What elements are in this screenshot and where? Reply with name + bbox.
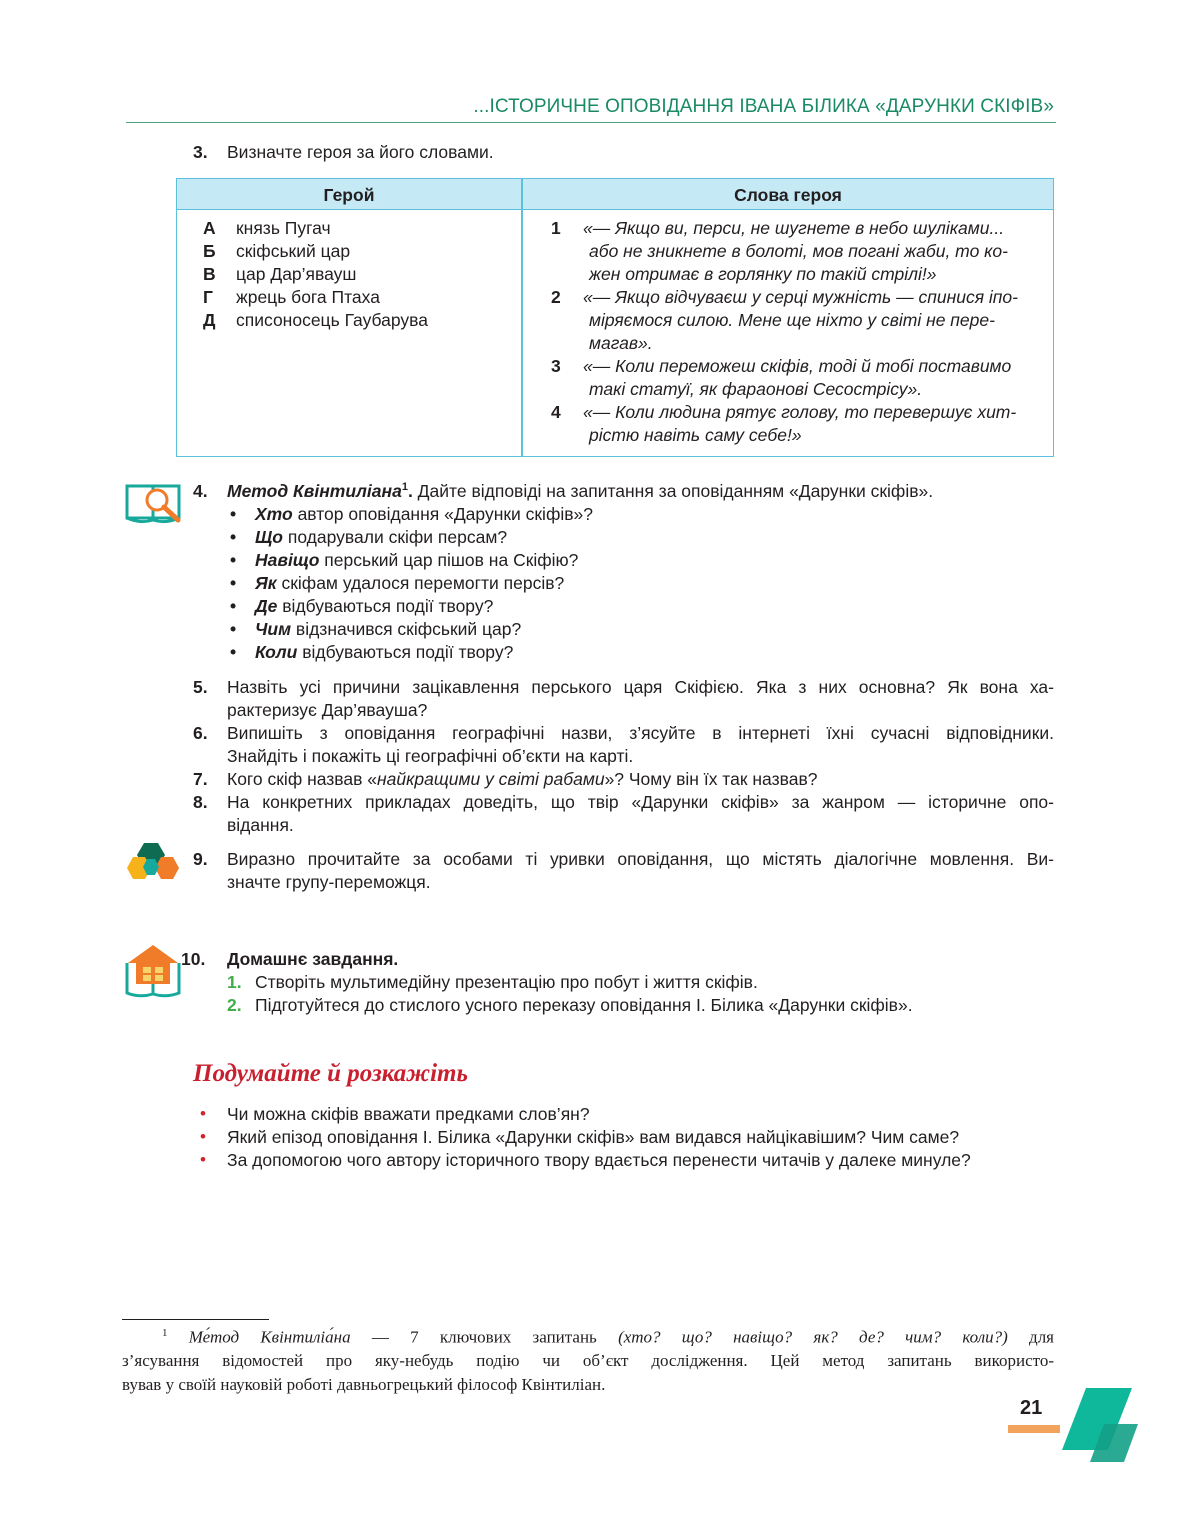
header-rule (126, 122, 1056, 123)
section-title: Подумайте й розкажіть (193, 1060, 468, 1087)
quote-number: 1 (551, 218, 561, 238)
hero-letter: Б (203, 241, 216, 261)
task-6-number: 6. (193, 723, 208, 743)
quote-line: рістю навіть саму себе!» (589, 425, 802, 445)
hero-name: цар Дар’явауш (236, 264, 357, 284)
task-4-number: 4. (193, 481, 208, 501)
home-book-icon (124, 943, 186, 999)
page-number: 21 (1020, 1397, 1043, 1419)
quote-line: «— Коли людина рятує голову, то перевершує хит- (583, 402, 1017, 422)
list-bullet: • (230, 642, 237, 662)
hero-letter: Г (203, 287, 213, 307)
task-5-number: 5. (193, 677, 208, 697)
task-6-line: Знайдіть і покажіть ці географічні об’єкти на карті. (227, 746, 634, 766)
quote-line: жен отримає в горлянку по такій стрілі!» (589, 264, 937, 284)
table-header-hero: Герой (323, 185, 375, 205)
task-4-method: Метод Квінтиліана (227, 481, 402, 501)
list-item: Чим відзначився скіфський цар? (255, 619, 522, 639)
quote-line: або не зникнете в болоті, мов погані жаби, то ко- (589, 241, 1008, 261)
quote-line: «— Якщо відчуваєш у серці мужність — спинися іпо- (583, 287, 1018, 307)
footnote-line: з’ясування відомостей про яку-небудь подію чи об’єкт дослідження. Цей метод запитань використо- (122, 1351, 1054, 1370)
list-bullet: • (230, 527, 237, 547)
task-3-number: 3. (193, 142, 208, 162)
task-7-text: Кого скіф назвав «найкращими у світі рабами»? Чому він їх так назвав? (227, 769, 818, 789)
table-header-words: Слова героя (734, 185, 842, 205)
task-9-line: Виразно прочитайте за особами ті уривки оповідання, що містять діалогічне мовлення. Ви- (227, 849, 1054, 869)
hero-letter: А (203, 218, 216, 238)
list-bullet: • (230, 596, 237, 616)
footnote-ref: 1 (401, 481, 408, 494)
hero-name: князь Пугач (236, 218, 331, 238)
table-divider (521, 179, 523, 456)
list-bullet: • (200, 1104, 206, 1123)
heroes-table (176, 178, 1054, 457)
quote-number: 2 (551, 287, 561, 307)
task-5-line: Назвіть усі причини зацікавлення перського царя Скіфією. Яка з них основна? Як вона ха- (227, 677, 1054, 697)
homework-number: 2. (227, 995, 242, 1015)
hero-name: скіфський цар (236, 241, 351, 261)
discussion-item: Який епізод оповідання І. Білика «Дарунки скіфів» вам видався найцікавішим? Чим саме? (227, 1127, 960, 1147)
list-item: Навіщо перський цар пішов на Скіфію? (255, 550, 579, 570)
hero-letter: В (203, 264, 216, 284)
task-6-line: Випишіть з оповідання географічні назви, з’ясуйте в інтернеті їхні сучасні відповідники. (227, 723, 1054, 743)
task-4-dot: . (407, 481, 413, 501)
quote-line: «— Коли переможеш скіфів, тоді й тобі поставимо (583, 356, 1012, 376)
list-bullet: • (200, 1127, 206, 1146)
book-magnifier-icon (124, 478, 186, 526)
discussion-item: Чи можна скіфів вважати предками слов’ян? (227, 1104, 590, 1124)
list-item: Як скіфам удалося перемогти персів? (255, 573, 565, 593)
homework-number: 1. (227, 972, 242, 992)
task-10-title: Домашнє завдання. (227, 949, 399, 969)
list-item: Хто автор оповідання «Дарунки скіфів»? (255, 504, 593, 524)
task-7-number: 7. (193, 769, 208, 789)
hero-name: жрець бога Птаха (236, 287, 380, 307)
list-bullet: • (230, 619, 237, 639)
homework-item: Створіть мультимедійну презентацію про побут і життя скіфів. (255, 972, 758, 992)
footnote-rule (122, 1319, 269, 1320)
task-5-line: рактеризує Дар’явауша? (227, 700, 428, 720)
list-item: Де відбуваються події твору? (255, 596, 494, 616)
task-3-text: Визначте героя за його словами. (227, 142, 494, 162)
list-item: Що подарували скіфи персам? (255, 527, 508, 547)
discussion-item: За допомогою чого автору історичного твору вдається перенести читачів у далеке минуле? (227, 1150, 971, 1170)
page-number-bar (1008, 1425, 1060, 1433)
task-4-text (227, 481, 933, 502)
list-bullet: • (230, 573, 237, 593)
quote-line: «— Якщо ви, перси, не шугнете в небо шуліками... (583, 218, 1005, 238)
running-header: ...ІСТОРИЧНЕ ОПОВІДАННЯ ІВАНА БІЛИКА «ДАРУНКИ СКІФІВ» (473, 96, 1054, 117)
quote-line: такі статуї, як фараонові Сесострісу». (589, 379, 923, 399)
task-4-instruction: Дайте відповіді на запитання за оповіданням «Дарунки скіфів». (412, 481, 934, 501)
list-bullet: • (230, 504, 237, 524)
footnote-line: вував у своїй науковій роботі давньогрецький філософ Квінтиліан. (122, 1375, 606, 1394)
hero-name: списоносець Гаубарува (236, 310, 429, 330)
task-9-line: значте групу-переможця. (227, 872, 431, 892)
hexagons-icon (124, 841, 188, 883)
quote-line: міряємося силою. Мене ще ніхто у світі не пере- (589, 310, 995, 330)
quote-number: 4 (551, 402, 561, 422)
homework-item: Підготуйтеся до стислого усного переказу оповідання І. Білика «Дарунки скіфів». (255, 995, 913, 1015)
task-8-line: відання. (227, 815, 294, 835)
list-bullet: • (230, 550, 237, 570)
hero-letter: Д (203, 310, 216, 330)
quote-line: магав». (589, 333, 653, 353)
task-8-line: На конкретних прикладах доведіть, що твір «Дарунки скіфів» за жанром — історичне опо- (227, 792, 1054, 812)
list-item: Коли відбуваються події твору? (255, 642, 514, 662)
footnote-line: $^1$ Ме́тод Квінтиліа́на — 7 ключових запитань (хто? що? навіщо? як? де? чим? коли?) для (162, 1327, 1054, 1347)
page-corner-decoration (1058, 1386, 1154, 1464)
quote-number: 3 (551, 356, 561, 376)
task-9-number: 9. (193, 849, 208, 869)
task-8-number: 8. (193, 792, 208, 812)
list-bullet: • (200, 1150, 206, 1169)
task-10-number: 10. (181, 949, 206, 969)
